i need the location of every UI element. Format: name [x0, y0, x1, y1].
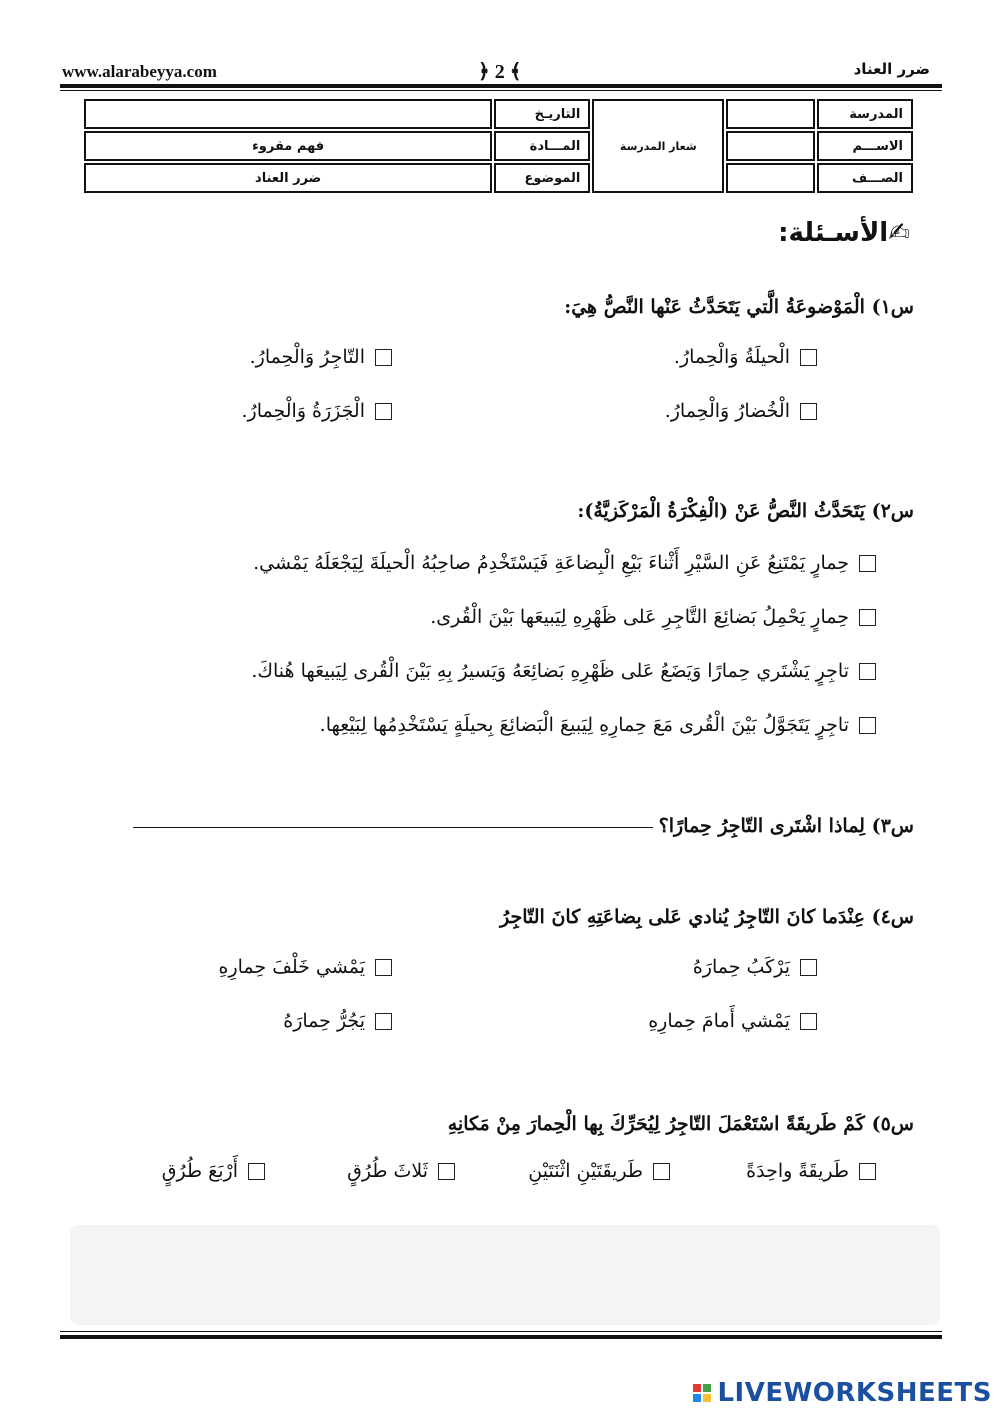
q4-text: س٤) عِنْدَما كانَ التّاجِرُ يُنادي عَلى بِضاعَتِهِ كانَ التّاجِرُ — [500, 906, 914, 928]
q5-option-1[interactable]: طَريقَةً واحِدَةً — [746, 1160, 876, 1182]
q4-option-2[interactable]: يَمْشي خَلْفَ حِمارِهِ — [219, 956, 393, 978]
site-url: www.alarabeyya.com — [62, 62, 217, 81]
name-label: الاســـم — [817, 131, 913, 161]
q5-text: س٥) كَمْ طَريقَةً اسْتَعْمَلَ التّاجِرُ لِيُحَرِّكَ بِها الْحِمارَ مِنْ مَكانِهِ — [447, 1113, 914, 1135]
header-title: ضرر العناد — [853, 60, 930, 78]
checkbox[interactable] — [375, 403, 392, 420]
name-field[interactable] — [726, 131, 815, 161]
date-field[interactable] — [84, 99, 492, 129]
checkbox[interactable] — [859, 555, 876, 572]
q2-option-2[interactable]: حِمارٍ يَحْمِلُ بَضائِعَ التَّاجِرِ عَلى ظَهْرِهِ لِيَبيعَها بَيْنَ الْقُرى. — [430, 606, 876, 628]
q5-option-4[interactable]: أَرْبَعَ طُرُقٍ — [162, 1160, 265, 1182]
footer-rule-thin — [60, 1331, 942, 1332]
mark-square — [693, 1384, 701, 1392]
class-field[interactable] — [726, 163, 815, 193]
q2-option-1[interactable]: حِمارٍ يَمْتَنِعُ عَنِ السَّيْرِ أَثْناءَ بَيْعِ الْبِضاعَةِ فَيَسْتَخْدِمُ صاحِبُهُ الْحيلَةَ لِيَجْعَلَهُ يَمْشي. — [253, 552, 876, 574]
q4-option-1[interactable]: يَرْكَبُ حِمارَهُ — [693, 956, 817, 978]
liveworksheets-logo — [693, 1378, 992, 1408]
q1-option-4[interactable]: الْجَزَرَةُ وَالْحِمارُ. — [242, 400, 392, 422]
checkbox[interactable] — [859, 609, 876, 626]
checkbox[interactable] — [375, 959, 392, 976]
school-label: المدرسة — [817, 99, 913, 129]
header-rule-thin — [60, 90, 942, 91]
footer-rule — [60, 1335, 942, 1339]
q2-text: س٢) يَتَحَدَّثُ النَّصُّ عَنْ (الْفِكْرَةُ الْمَرْكَزيَّةُ): — [577, 500, 914, 522]
header-rule — [60, 84, 942, 88]
checkbox[interactable] — [800, 1013, 817, 1030]
date-label: التاريـخ — [494, 99, 590, 129]
q4-option-3[interactable]: يَمْشي أَمامَ حِمارِهِ — [648, 1010, 817, 1032]
topic-value: ضرر العناد — [84, 163, 492, 193]
q1-option-2[interactable]: التّاجِرُ وَالْحِمارُ. — [250, 346, 392, 368]
q3-row — [133, 815, 914, 837]
subject-value: فهم مقروء — [84, 131, 492, 161]
checkbox[interactable] — [859, 717, 876, 734]
checkbox[interactable] — [800, 403, 817, 420]
checkbox[interactable] — [859, 1163, 876, 1180]
q2-option-3[interactable]: تاجِرٍ يَشْتَري حِمارًا وَيَضَعُ عَلى ظَهْرِهِ بَضائِعَهُ وَيَسيرُ بِهِ بَيْنَ الْقُرى لِيَبيعَها هُناكَ. — [251, 660, 876, 682]
q5-option-2[interactable]: طَريقَتَيْنِ اثْنَتَيْنِ — [528, 1160, 670, 1182]
q5-option-3[interactable]: ثَلاثَ طُرُقٍ — [347, 1160, 455, 1182]
page-number: ﴿ 2 ﴾ — [478, 61, 522, 83]
checkbox[interactable] — [859, 663, 876, 680]
checkbox[interactable] — [375, 349, 392, 366]
checkbox[interactable] — [375, 1013, 392, 1030]
q1-text: س١) الْمَوْضوعَةُ الَّتي يَتَحَدَّثُ عَنْها النَّصُّ هِيَ: — [564, 296, 914, 318]
subject-label: المـــادة — [494, 131, 590, 161]
checkbox[interactable] — [248, 1163, 265, 1180]
q1-option-3[interactable]: الْخُضارُ وَالْحِمارُ. — [665, 400, 817, 422]
liveworksheets-brand: LIVEWORKSHEETS — [717, 1378, 992, 1408]
checkbox[interactable] — [438, 1163, 455, 1180]
q3-text: س٣) لِماذا اشْتَرى التّاجِرُ حِمارًا؟ — [658, 815, 914, 837]
mark-square — [703, 1384, 711, 1392]
liveworksheets-mark-icon — [693, 1384, 711, 1402]
checkbox[interactable] — [653, 1163, 670, 1180]
mark-square — [693, 1394, 701, 1402]
q3-answer-line[interactable] — [133, 826, 653, 828]
info-table — [82, 97, 915, 195]
checkbox[interactable] — [800, 349, 817, 366]
school-field[interactable] — [726, 99, 815, 129]
q1-option-1[interactable]: الْحيلَةُ وَالْحِمارُ. — [674, 346, 817, 368]
checkbox[interactable] — [800, 959, 817, 976]
school-logo-cell: شعار المدرسة — [592, 99, 724, 193]
topic-label: الموضوع — [494, 163, 590, 193]
q4-option-4[interactable]: يَجُرُّ حِمارَهُ — [283, 1010, 392, 1032]
q2-option-4[interactable]: تاجِرٍ يَتَجَوَّلُ بَيْنَ الْقُرى مَعَ حِمارِهِ لِيَبيعَ الْبَضائِعَ بِحيلَةٍ يَسْتَخْدِمُها لِبَيْعِها. — [320, 714, 876, 736]
mark-square — [703, 1394, 711, 1402]
questions-heading: ✍الأسـئلة: — [778, 218, 910, 248]
erased-area — [70, 1225, 940, 1325]
class-label: الصـــف — [817, 163, 913, 193]
